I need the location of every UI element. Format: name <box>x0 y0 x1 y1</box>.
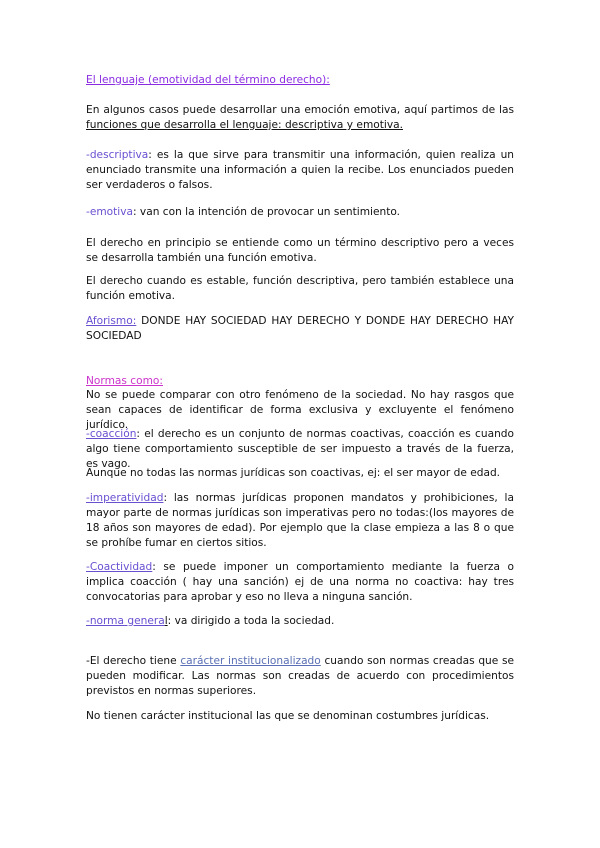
normas-section-title <box>86 374 514 389</box>
aforismo-label: Aforismo: <box>86 315 137 327</box>
emotiva-text: : van con la intención de provocar un sentimiento. <box>133 206 401 218</box>
emotiva-paragraph <box>86 205 514 220</box>
descriptiva-term: -descriptiva <box>86 149 149 161</box>
imperatividad-paragraph <box>86 491 514 551</box>
costumbres-text: No tienen carácter institucional las que se denominan costumbres jurídicas. <box>86 710 490 722</box>
coaccion-text: : el derecho es un conjunto de normas coactivas, coacción es cuando algo tiene comportamiento susceptible de ser impuesto a través de la fuerza, es vago. <box>86 428 514 470</box>
intro-text: En algunos casos puede desarrollar una emoción emotiva, aquí partimos de las <box>86 104 514 116</box>
imperatividad-term: -imperatividad <box>86 492 164 504</box>
coactividad-text: : se puede imponer un comportamiento mediante la fuerza o implica coacción ( hay una sanción) ej de una norma no coactiva: hay tres convocatorias para aprobar y eso no lleva a ninguna sanción. <box>86 561 514 603</box>
aunque-paragraph <box>86 466 514 481</box>
derecho-principio-paragraph <box>86 236 514 266</box>
institucional-pre: -El derecho tiene <box>86 655 181 667</box>
emotiva-term: -emotiva <box>86 206 133 218</box>
coaccion-term: -coacción <box>86 428 137 440</box>
page-title <box>86 73 514 88</box>
institucional-link[interactable]: carácter institucionalizado <box>180 655 321 667</box>
imperatividad-text: : las normas jurídicas proponen mandatos y prohibiciones, la mayor parte de normas jurídicas son imperativas pero no todas:(los mayores de 18 años son mayores de edad). Por ejemplo que la clase empieza a las 8 o que se prohíbe fumar en ciertos sitios. <box>86 492 514 549</box>
norma-general-text: : va dirigido a toda la sociedad. <box>167 615 335 627</box>
derecho-principio-text: El derecho en principio se entiende como un término descriptivo pero a veces se desarrolla también una función emotiva. <box>86 237 514 264</box>
coactividad-paragraph <box>86 560 514 605</box>
derecho-estable-text: El derecho cuando es estable, función descriptiva, pero también establece una función emotiva. <box>86 275 514 302</box>
intro-paragraph <box>86 103 514 133</box>
intro-underlined: funciones que desarrolla el lenguaje: descriptiva y emotiva. <box>86 119 403 131</box>
descriptiva-text: : es la que sirve para transmitir una información, quien realiza un enunciado transmite una información a quien la recibe. Los enunciados pueden ser verdaderos o falsos. <box>86 149 514 191</box>
aforismo-paragraph <box>86 314 514 344</box>
institucional-paragraph <box>86 654 514 699</box>
title-text: El lenguaje (emotividad del término derecho): <box>86 74 330 86</box>
norma-general-term: -norma genera <box>86 615 165 627</box>
aunque-text: Aunque no todas las normas jurídicas son coactivas, ej: el ser mayor de edad. <box>86 467 501 479</box>
normas-intro-text: No se puede comparar con otro fenómeno de la sociedad. No hay rasgos que sean capaces de identificar de forma exclusiva y excluyente el fenómeno jurídico. <box>86 389 514 431</box>
aforismo-text: DONDE HAY SOCIEDAD HAY DERECHO Y DONDE HAY DERECHO HAY SOCIEDAD <box>86 315 514 342</box>
coactividad-term: -Coactividad <box>86 561 153 573</box>
descriptiva-paragraph <box>86 148 514 193</box>
costumbres-paragraph <box>86 709 514 724</box>
derecho-estable-paragraph <box>86 274 514 304</box>
normas-title: Normas como: <box>86 375 163 387</box>
norma-general-paragraph <box>86 614 514 629</box>
norma-general-tail: l <box>164 615 168 627</box>
institucional-post: cuando son normas creadas que se pueden modificar. Las normas son creadas de acuerdo con procedimientos previstos en normas superiores. <box>86 655 515 697</box>
